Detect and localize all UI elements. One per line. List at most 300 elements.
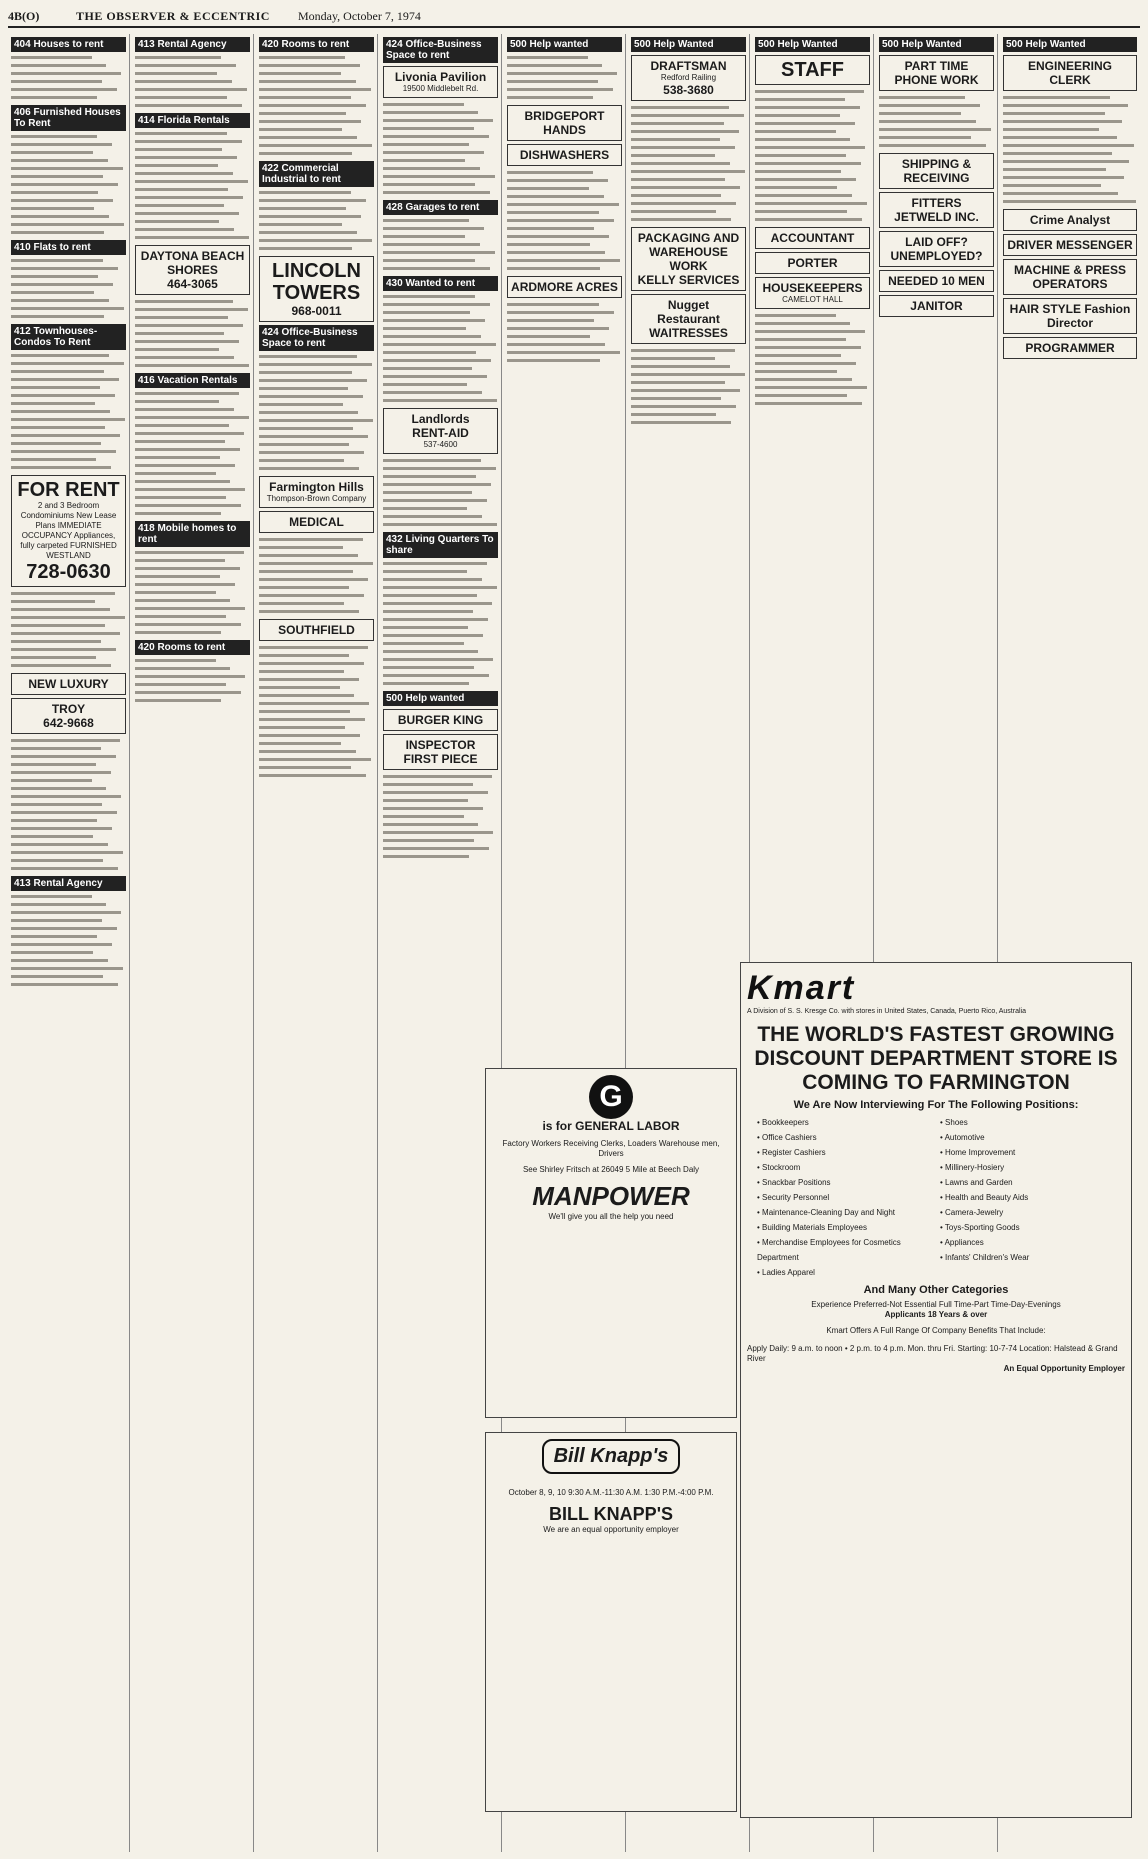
section-header: 500 Help Wanted — [879, 37, 994, 52]
page-number: 4B(O) — [8, 8, 40, 23]
text-line — [11, 901, 106, 909]
text-line — [755, 88, 864, 96]
text-line — [755, 344, 861, 352]
text-line — [259, 110, 346, 118]
text-line — [631, 176, 725, 184]
kmart-position-item: • Appliances — [940, 1235, 1115, 1250]
text-line — [259, 608, 359, 616]
text-line — [383, 853, 469, 861]
text-line — [507, 265, 600, 273]
text-line — [507, 249, 605, 257]
text-line — [11, 360, 124, 368]
text-line — [507, 333, 590, 341]
text-line — [383, 309, 470, 317]
text-line — [259, 692, 354, 700]
text-line — [383, 489, 472, 497]
text-line — [507, 309, 614, 317]
text-line — [11, 313, 104, 321]
text-line — [755, 328, 865, 336]
text-line — [135, 573, 220, 581]
text-line — [135, 70, 217, 78]
text-line — [11, 305, 124, 313]
text-line — [11, 376, 119, 384]
text-line — [135, 478, 230, 486]
text-line — [135, 194, 243, 202]
text-line — [259, 700, 369, 708]
ad-title: LAID OFF? UNEMPLOYED? — [890, 235, 983, 263]
text-line — [383, 560, 487, 568]
text-line — [135, 565, 240, 573]
ad-title: NEEDED 10 MEN — [888, 274, 985, 288]
text-line — [383, 365, 472, 373]
section-header: 418 Mobile homes to rent — [135, 521, 250, 547]
text-line — [755, 200, 867, 208]
text-line — [259, 584, 349, 592]
text-line — [11, 432, 120, 440]
text-line — [259, 417, 373, 425]
column-1 — [8, 34, 130, 1852]
text-line — [383, 357, 491, 365]
text-line — [259, 560, 373, 568]
kmart-position-item: • Building Materials Employees — [757, 1220, 932, 1235]
ad-accountant — [755, 227, 870, 249]
section-header: 500 Help Wanted — [1003, 37, 1137, 52]
text-line — [135, 502, 241, 510]
ad-driver — [1003, 234, 1137, 256]
filler-text — [879, 94, 994, 150]
ad-kmart — [740, 962, 1132, 1818]
ad-staff — [755, 55, 870, 85]
text-line — [135, 362, 249, 370]
kmart-position-item: • Toys-Sporting Goods — [940, 1220, 1115, 1235]
filler-text — [11, 737, 126, 873]
text-line — [383, 680, 469, 688]
text-line — [135, 130, 227, 138]
text-line — [507, 185, 589, 193]
ad-troy — [11, 698, 126, 734]
ad-title: DAYTONA BEACH SHORES — [140, 249, 245, 277]
ad-ardmore-acres — [507, 276, 622, 298]
text-line — [11, 62, 106, 70]
text-line — [383, 341, 496, 349]
ad-company: Redford Railing — [660, 73, 717, 82]
section-header: 500 Help Wanted — [755, 37, 870, 52]
ad-title: ARDMORE ACRES — [511, 280, 618, 294]
text-line — [383, 157, 465, 165]
ad-title: TROY — [51, 702, 86, 716]
text-line — [135, 629, 221, 637]
text-line — [11, 281, 113, 289]
filler-text — [507, 301, 622, 365]
text-line — [383, 225, 484, 233]
text-line — [383, 584, 497, 592]
text-line — [11, 857, 103, 865]
text-line — [11, 941, 112, 949]
ad-title: PORTER — [787, 256, 838, 270]
newspaper-name: THE OBSERVER & ECCENTRIC — [76, 8, 270, 23]
text-line — [135, 422, 229, 430]
text-line — [11, 841, 108, 849]
section-header: 500 Help Wanted — [631, 37, 746, 52]
text-line — [383, 165, 480, 173]
kmart-position-item: • Snackbar Positions — [757, 1175, 932, 1190]
ad-title: Livonia Pavilion — [394, 70, 487, 84]
text-line — [631, 411, 716, 419]
filler-text — [11, 54, 126, 102]
text-line — [11, 78, 102, 86]
ad-title: LINCOLN TOWERS — [272, 260, 361, 304]
text-line — [259, 245, 352, 253]
text-line — [755, 400, 862, 408]
text-line — [135, 589, 216, 597]
text-line — [383, 576, 482, 584]
ad-eoe: We are an equal opportunity employer — [543, 1525, 679, 1534]
filler-text — [259, 353, 374, 473]
text-line — [383, 149, 484, 157]
ad-engineering-clerk — [1003, 55, 1137, 91]
ad-title: DRAFTSMAN — [650, 59, 727, 73]
text-line — [259, 544, 343, 552]
text-line — [383, 640, 464, 648]
text-line — [507, 54, 588, 62]
ad-company: RENT-AID — [412, 426, 469, 440]
kmart-position-item: • Health and Beauty Aids — [940, 1190, 1115, 1205]
ad-title: INSPECTOR FIRST PIECE — [403, 738, 478, 766]
text-line — [383, 373, 487, 381]
text-line — [383, 233, 465, 241]
text-line — [383, 648, 478, 656]
text-line — [507, 177, 608, 185]
text-line — [259, 772, 366, 780]
text-line — [11, 297, 109, 305]
kmart-position-item: • Bookkeepers — [757, 1115, 932, 1130]
section-header: 414 Florida Rentals — [135, 113, 250, 128]
text-line — [259, 552, 358, 560]
ad-body: 2 and 3 Bedroom Condominiums New Lease Plans IMMEDIATE OCCUPANCY Appliances, fully carpeted FURNISHED WESTLAND — [20, 501, 117, 560]
text-line — [1003, 190, 1118, 198]
text-line — [507, 357, 600, 365]
text-line — [383, 616, 488, 624]
text-line — [11, 408, 110, 416]
ad-hair-style — [1003, 298, 1137, 334]
text-line — [383, 101, 464, 109]
ad-title: MACHINE & PRESS OPERATORS — [1013, 263, 1126, 291]
filler-text — [11, 257, 126, 321]
text-line — [755, 128, 836, 136]
ad-title: FOR RENT — [17, 479, 120, 501]
text-line — [259, 401, 343, 409]
text-line — [755, 160, 861, 168]
text-line — [135, 226, 234, 234]
ad-camelot — [755, 277, 870, 309]
text-line — [11, 809, 117, 817]
text-line — [259, 409, 358, 417]
text-line — [755, 152, 846, 160]
ad-title: HAIR STYLE Fashion Director — [1009, 302, 1131, 330]
text-line — [631, 347, 735, 355]
ad-phone: 968-0011 — [291, 304, 342, 318]
text-line — [1003, 102, 1128, 110]
text-line — [11, 769, 111, 777]
column-2 — [132, 34, 254, 1852]
text-line — [135, 470, 216, 478]
text-line — [383, 624, 468, 632]
text-line — [11, 785, 106, 793]
text-line — [259, 134, 357, 142]
text-line — [135, 697, 221, 705]
filler-text — [755, 312, 870, 408]
text-line — [631, 403, 736, 411]
text-line — [259, 660, 364, 668]
text-line — [383, 293, 475, 301]
kmart-logo: Kmart — [747, 969, 856, 1007]
text-line — [259, 644, 368, 652]
text-line — [755, 120, 855, 128]
text-line — [11, 933, 97, 941]
filler-text — [135, 130, 250, 242]
g-logo: G — [589, 1075, 633, 1119]
text-line — [259, 377, 367, 385]
ad-footer: BILL KNAPP'S — [549, 1504, 673, 1524]
text-line — [135, 202, 224, 210]
text-line — [507, 169, 593, 177]
text-line — [135, 446, 240, 454]
ad-title: STAFF — [781, 59, 844, 81]
text-line — [11, 761, 96, 769]
ad-title: Nugget Restaurant — [657, 298, 720, 326]
text-line — [631, 136, 720, 144]
text-line — [259, 652, 349, 660]
text-line — [507, 209, 599, 217]
ad-title: PROGRAMMER — [1025, 341, 1115, 355]
ad-title: SOUTHFIELD — [278, 623, 355, 637]
text-line — [11, 737, 120, 745]
kmart-headline: THE WORLD'S FASTEST GROWING DISCOUNT DEPARTMENT STORE IS COMING TO FARMINGTON — [754, 1023, 1118, 1094]
text-line — [1003, 110, 1105, 118]
text-line — [879, 110, 961, 118]
text-line — [135, 689, 241, 697]
ad-burger-king — [383, 709, 498, 731]
text-line — [259, 568, 353, 576]
text-line — [507, 257, 620, 265]
text-line — [383, 173, 495, 181]
ad-subtitle: WAITRESSES — [649, 326, 728, 340]
filler-text — [11, 893, 126, 989]
filler-text — [135, 549, 250, 637]
text-line — [755, 168, 841, 176]
text-line — [383, 805, 483, 813]
text-line — [11, 957, 108, 965]
text-line — [11, 801, 102, 809]
text-line — [383, 349, 476, 357]
ad-phone: 538-3680 — [663, 83, 714, 97]
section-header: 424 Office-Business Space to rent — [383, 37, 498, 63]
text-line — [259, 576, 368, 584]
text-line — [755, 376, 852, 384]
text-line — [259, 189, 351, 197]
text-line — [631, 128, 739, 136]
text-line — [383, 249, 495, 257]
kmart-position-item: • Infants' Children's Wear — [940, 1250, 1115, 1265]
text-line — [259, 102, 366, 110]
text-line — [259, 94, 351, 102]
text-line — [11, 917, 102, 925]
text-line — [383, 797, 468, 805]
text-line — [631, 208, 716, 216]
text-line — [507, 341, 605, 349]
text-line — [11, 456, 96, 464]
text-line — [383, 664, 474, 672]
text-line — [631, 168, 745, 176]
text-line — [1003, 134, 1117, 142]
ad-programmer — [1003, 337, 1137, 359]
kmart-position-item: • Merchandise Employees for Cosmetics Department — [757, 1235, 932, 1265]
text-line — [135, 549, 244, 557]
text-line — [383, 568, 467, 576]
ad-title: ENGINEERING CLERK — [1027, 59, 1112, 87]
section-header: 422 Commercial Industrial to rent — [259, 161, 374, 187]
text-line — [11, 197, 113, 205]
ad-phone: 642-9668 — [43, 716, 94, 730]
text-line — [259, 86, 371, 94]
text-line — [135, 146, 222, 154]
text-line — [11, 654, 96, 662]
ad-dates: October 8, 9, 10 9:30 A.M.-11:30 A.M. 1:30 P.M.-4:00 P.M. — [508, 1488, 714, 1497]
text-line — [507, 62, 602, 70]
text-line — [755, 112, 840, 120]
text-line — [11, 384, 100, 392]
text-line — [135, 657, 216, 665]
text-line — [135, 154, 237, 162]
text-line — [259, 118, 361, 126]
text-line — [11, 70, 121, 78]
text-line — [259, 229, 357, 237]
text-line — [631, 152, 715, 160]
text-line — [507, 241, 590, 249]
text-line — [631, 395, 721, 403]
text-line — [755, 96, 845, 104]
kmart-position-item: • Stockroom — [757, 1160, 932, 1175]
text-line — [135, 234, 249, 242]
text-line — [1003, 118, 1122, 126]
text-line — [879, 94, 965, 102]
filler-text — [11, 352, 126, 472]
ad-title: BURGER KING — [397, 713, 484, 727]
text-line — [259, 740, 341, 748]
column-3 — [256, 34, 378, 1852]
text-line — [135, 314, 228, 322]
text-line — [135, 398, 219, 406]
section-header: 428 Garages to rent — [383, 200, 498, 215]
filler-text — [135, 657, 250, 705]
text-line — [1003, 158, 1129, 166]
text-line — [507, 349, 620, 357]
text-line — [383, 325, 466, 333]
section-header: 406 Furnished Houses To Rent — [11, 105, 126, 131]
text-line — [11, 949, 93, 957]
text-line — [383, 109, 478, 117]
text-line — [11, 793, 121, 801]
text-line — [11, 909, 121, 917]
text-line — [11, 981, 118, 989]
ad-title: DISHWASHERS — [519, 148, 610, 162]
text-line — [383, 821, 478, 829]
ad-title: PART TIME PHONE WORK — [894, 59, 979, 87]
text-line — [11, 638, 101, 646]
text-line — [11, 229, 104, 237]
text-line — [135, 218, 219, 226]
filler-text — [135, 390, 250, 518]
text-line — [507, 233, 609, 241]
ad-title: NEW LUXURY — [28, 677, 109, 691]
ad-bill-knapps — [485, 1432, 737, 1812]
text-line — [135, 170, 233, 178]
text-line — [135, 414, 249, 422]
text-line — [1003, 182, 1101, 190]
section-header: 416 Vacation Rentals — [135, 373, 250, 388]
text-line — [135, 338, 239, 346]
text-line — [11, 925, 117, 933]
text-line — [383, 301, 490, 309]
text-line — [383, 133, 489, 141]
filler-text — [135, 54, 250, 110]
text-line — [259, 764, 351, 772]
text-line — [383, 845, 489, 853]
text-line — [135, 557, 225, 565]
text-line — [755, 392, 847, 400]
ad-livonia-pavilion — [383, 66, 498, 98]
text-line — [259, 369, 352, 377]
kmart-position-item: • Maintenance-Cleaning Day and Night — [757, 1205, 932, 1220]
text-line — [755, 184, 837, 192]
text-line — [1003, 198, 1136, 206]
section-header: 413 Rental Agency — [135, 37, 250, 52]
text-line — [755, 352, 841, 360]
text-line — [383, 381, 467, 389]
text-line — [11, 424, 105, 432]
ad-title: MEDICAL — [289, 515, 344, 529]
text-line — [631, 120, 724, 128]
text-line — [11, 54, 92, 62]
section-header: 424 Office-Business Space to rent — [259, 325, 374, 351]
ad-landlords — [383, 408, 498, 454]
text-line — [259, 142, 372, 150]
text-line — [631, 184, 740, 192]
text-line — [383, 608, 473, 616]
ad-farmington-hills — [259, 476, 374, 508]
kmart-positions — [747, 1115, 1125, 1280]
ad-part-time — [879, 55, 994, 91]
text-line — [11, 213, 109, 221]
ad-dishwashers — [507, 144, 622, 166]
section-header: 420 Rooms to rent — [135, 640, 250, 655]
text-line — [383, 465, 496, 473]
bill-knapps-logo: Bill Knapp's — [542, 1439, 681, 1474]
text-line — [507, 86, 613, 94]
text-line — [631, 200, 736, 208]
text-line — [383, 592, 477, 600]
ad-title: Farmington Hills — [269, 480, 364, 494]
ad-title: JANITOR — [910, 299, 963, 313]
text-line — [135, 210, 239, 218]
text-line — [135, 298, 233, 306]
ad-company: JETWELD INC. — [894, 210, 979, 224]
filler-text — [383, 101, 498, 197]
text-line — [383, 265, 490, 273]
section-header: 420 Rooms to rent — [259, 37, 374, 52]
text-line — [11, 965, 123, 973]
text-line — [135, 62, 236, 70]
